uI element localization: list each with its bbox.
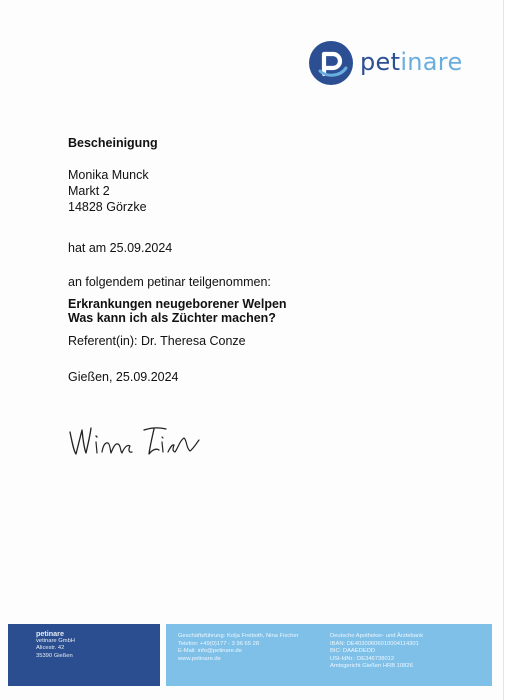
recipient-street: Markt 2 xyxy=(68,184,110,198)
footer-contact-block xyxy=(166,624,492,686)
footer-contact-line1: Geschäftsführung: Kolja Freiboth, Nina Fischer xyxy=(178,633,299,639)
footer-company-line2: Alicestr. 42 xyxy=(36,645,65,652)
footer-bank-info xyxy=(330,633,423,671)
footer-company-line3: 35390 Gießen xyxy=(36,652,73,659)
footer-company-info xyxy=(36,630,75,660)
footer-bank-line1: Deutsche Apotheker- und Ärztebank xyxy=(330,633,424,639)
attended-date-line: hat am 25.09.2024 xyxy=(68,241,173,255)
footer-company-name: petinare xyxy=(36,629,64,638)
place-date: Gießen, 25.09.2024 xyxy=(68,370,179,384)
course-title-line2: Was kann ich als Züchter machen? xyxy=(68,311,276,325)
logo-wordmark xyxy=(360,48,463,76)
footer-company-line1: vetinare GmbH xyxy=(36,637,75,644)
recipient-city: 14828 Görzke xyxy=(68,200,147,214)
speaker-line: Referent(in): Dr. Theresa Conze xyxy=(68,334,246,348)
footer-contact-line2: Telefon: +49(0)177 - 3 96 65 28 xyxy=(178,640,260,647)
logo-wordmark-part1: pet xyxy=(360,48,401,76)
petinare-logo xyxy=(308,40,468,92)
footer-contact-line3: E-Mail: info@petinare.de xyxy=(178,648,242,655)
participation-line: an folgendem petinar teilgenommen: xyxy=(68,275,271,289)
footer-contact-info xyxy=(178,633,299,663)
footer-company-block xyxy=(8,624,160,686)
petinare-logo-icon xyxy=(308,40,354,86)
footer-bank-line4: USt-IdNr.: DE346738012 xyxy=(330,655,395,662)
footer-contact-line4: www.petinare.de xyxy=(178,655,221,662)
recipient-name: Monika Munck xyxy=(68,168,149,182)
course-title-line1: Erkrankungen neugeborener Welpen xyxy=(68,297,287,311)
footer-bank-line5: Amtsgericht Gießen HRB 10826 xyxy=(330,663,413,670)
handwritten-signature xyxy=(66,418,206,466)
certificate-title: Bescheinigung xyxy=(68,136,158,150)
logo-wordmark-part2: inare xyxy=(400,48,463,76)
footer-bank-line2: IBAN: DE40300606010004114301 xyxy=(330,640,419,647)
footer-bank-line3: BIC: DAAEDEDD xyxy=(330,648,376,655)
